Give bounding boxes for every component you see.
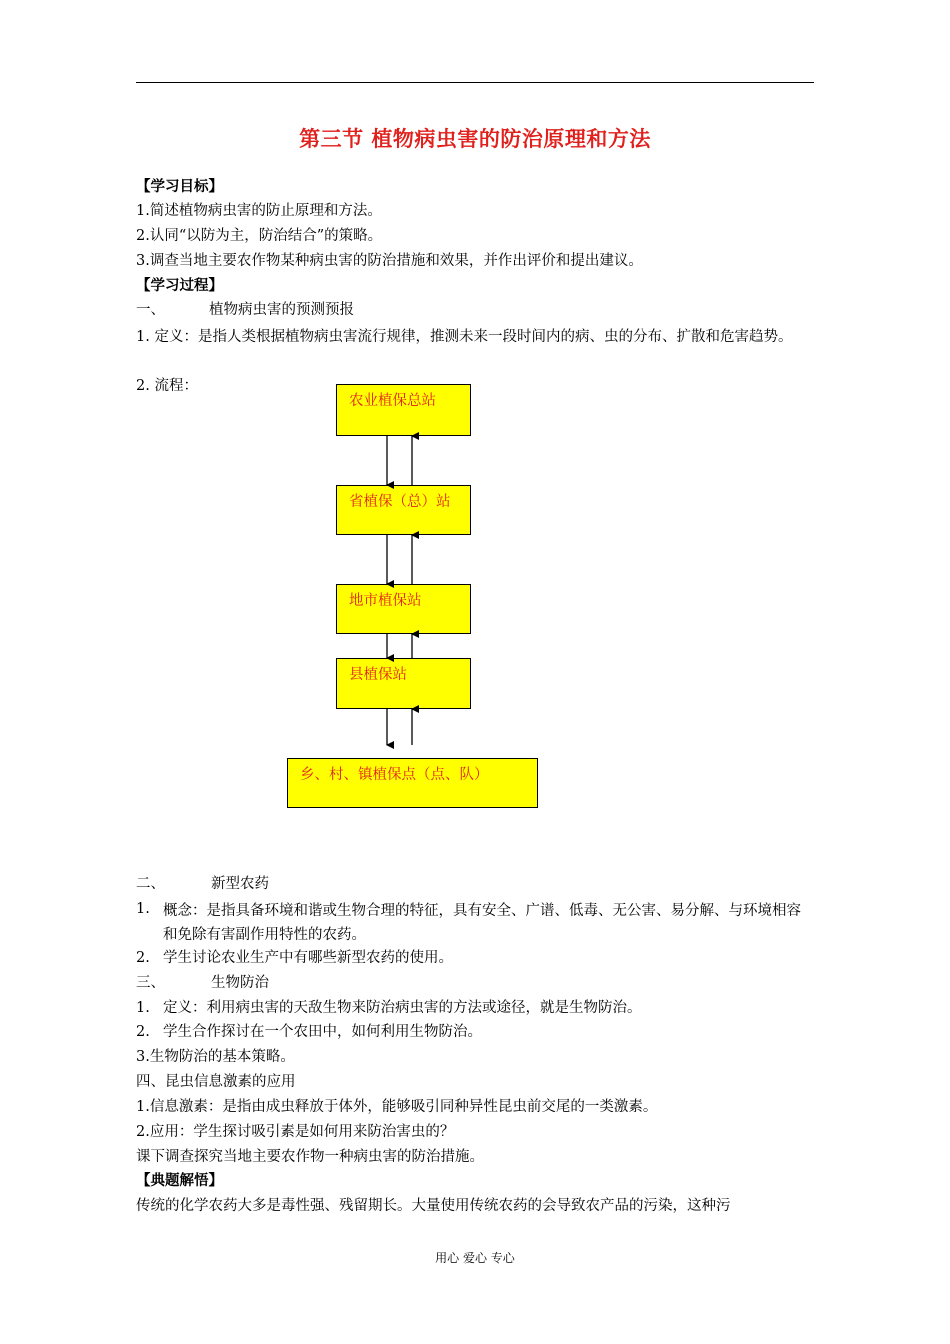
s2-item-1-num: 1. bbox=[136, 901, 150, 917]
flow-box-national: 农业植保总站 bbox=[336, 384, 471, 436]
section-3-heading bbox=[136, 973, 269, 993]
flow-box-municipal: 地市植保站 bbox=[336, 584, 471, 634]
s3-item-2-num: 2. bbox=[136, 1024, 150, 1040]
section-1-num: 一、 bbox=[136, 302, 165, 318]
section-3-num: 三、 bbox=[136, 975, 165, 991]
homework-text: 课下调查探究当地主要农作物一种病虫害的防治措施。 bbox=[136, 1149, 484, 1165]
s3-item-3: 3.生物防治的基本策略。 bbox=[136, 1049, 295, 1065]
section-2-title: 新型农药 bbox=[211, 876, 269, 892]
flow-box-township: 乡、村、镇植保点（点、队） bbox=[287, 758, 538, 808]
section-2-num: 二、 bbox=[136, 876, 165, 892]
section-4-heading: 四、昆虫信息激素的应用 bbox=[136, 1074, 296, 1090]
process-heading: 【学习过程】 bbox=[136, 278, 223, 294]
flow-box-provincial: 省植保（总）站 bbox=[336, 485, 471, 535]
s4-item-1: 1.信息激素：是指由成虫释放于体外，能够吸引同种异性昆虫前交尾的一类激素。 bbox=[136, 1099, 658, 1115]
s2-item-1-text: 概念：是指具备环境和谐或生物合理的特征，具有安全、广谱、低毒、无公害、易分解、与环境相容和免除有害副作用特性的农药。 bbox=[163, 903, 801, 943]
objective-2: 2.认同“以防为主，防治结合”的策略。 bbox=[136, 228, 383, 244]
section-2-heading bbox=[136, 874, 269, 894]
section-1-title: 植物病虫害的预测预报 bbox=[209, 302, 354, 318]
page-title: 第三节 植物病虫害的防治原理和方法 bbox=[299, 127, 651, 151]
definition-text: 1. 定义：是指人类根据植物病虫害流行规律，推测未来一段时间内的病、虫的分布、扩散和危害趋势。 bbox=[136, 329, 793, 345]
s3-item-1-num: 1. bbox=[136, 1000, 150, 1016]
example-heading: 【典题解悟】 bbox=[136, 1173, 223, 1189]
objectives-heading: 【学习目标】 bbox=[136, 179, 223, 195]
page-footer: 用心 爱心 专心 bbox=[435, 1251, 515, 1265]
objective-1: 1.简述植物病虫害的防止原理和方法。 bbox=[136, 203, 382, 219]
example-text: 传统的化学农药大多是毒性强、残留期长。大量使用传统农药的会导致农产品的污染，这种污 bbox=[136, 1198, 731, 1214]
flow-label: 2. 流程： bbox=[136, 378, 198, 394]
flow-box-county: 县植保站 bbox=[336, 658, 471, 709]
s2-item-2-text: 学生讨论农业生产中有哪些新型农药的使用。 bbox=[163, 950, 453, 966]
objective-3: 3.调查当地主要农作物某种病虫害的防治措施和效果，并作出评价和提出建议。 bbox=[136, 253, 643, 269]
section-3-title: 生物防治 bbox=[211, 975, 269, 991]
s3-item-2-text: 学生合作探讨在一个农田中，如何利用生物防治。 bbox=[163, 1024, 482, 1040]
s4-item-2: 2.应用：学生探讨吸引素是如何用来防治害虫的？ bbox=[136, 1124, 455, 1140]
s2-item-2-num: 2. bbox=[136, 950, 150, 966]
s3-item-1-text: 定义：利用病虫害的天敌生物来防治病虫害的方法或途径，就是生物防治。 bbox=[163, 1000, 642, 1016]
